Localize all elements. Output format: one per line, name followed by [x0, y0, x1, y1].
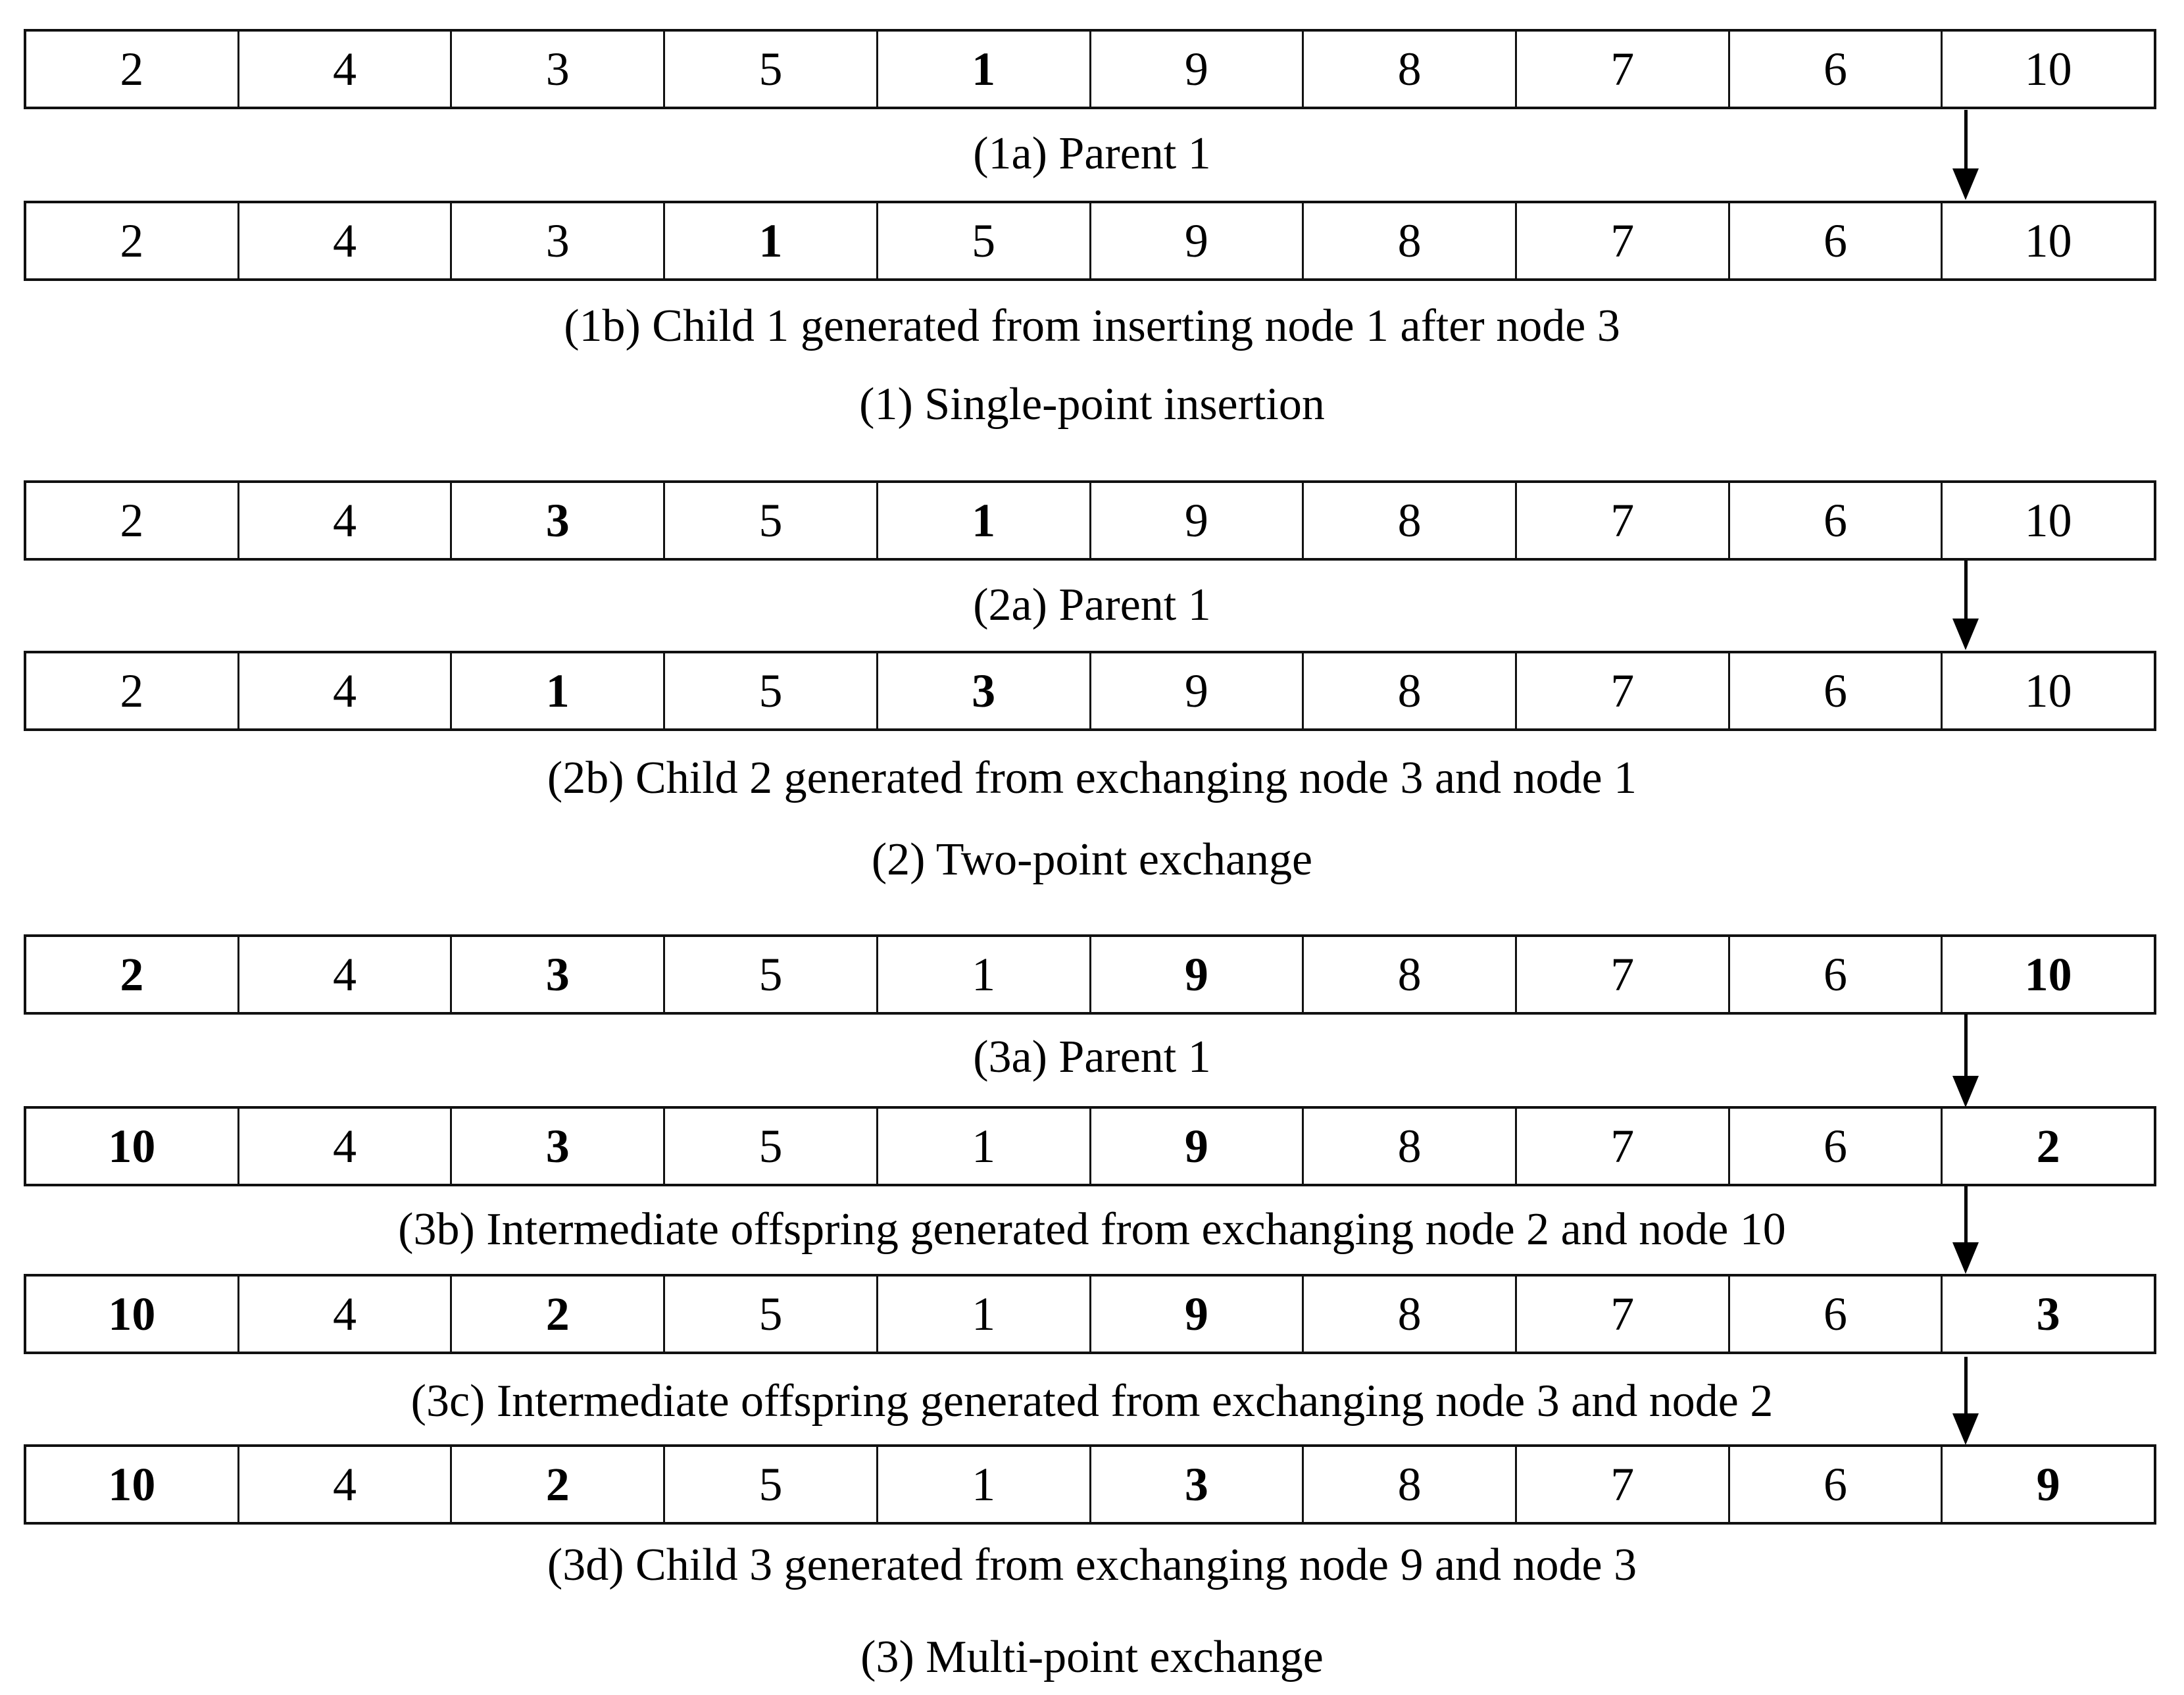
sequence-cell-highlighted: 1: [450, 653, 663, 728]
sequence-cell: 5: [663, 1447, 876, 1522]
sequence-cell-highlighted: 3: [1089, 1447, 1303, 1522]
caption-1b: (1b) Child 1 generated from inserting node 1 after node 3: [564, 301, 1620, 351]
sequence-cell: 4: [237, 1277, 451, 1352]
sequence-cell-highlighted: 1: [876, 32, 1089, 107]
sequence-cell: 4: [237, 483, 451, 558]
sequence-cell-highlighted: 3: [450, 483, 663, 558]
sequence-cell: 9: [1089, 653, 1303, 728]
sequence-cell: 6: [1728, 1447, 1941, 1522]
sequence-cell: 7: [1515, 203, 1728, 278]
caption-2b: (2b) Child 2 generated from exchanging node 3 and node 1: [547, 753, 1637, 803]
sequence-cell: 8: [1302, 203, 1515, 278]
sequence-cell: 7: [1515, 937, 1728, 1012]
sequence-cell-highlighted: 3: [450, 937, 663, 1012]
sequence-cell: 6: [1728, 483, 1941, 558]
sequence-cell: 5: [663, 32, 876, 107]
section-title-3: (3) Multi-point exchange: [860, 1632, 1324, 1682]
sequence-cell-highlighted: 3: [450, 1109, 663, 1184]
down-arrow-icon: [1952, 561, 1979, 650]
sequence-cell: 5: [663, 483, 876, 558]
caption-3d: (3d) Child 3 generated from exchanging node 9 and node 3: [547, 1540, 1637, 1590]
sequence-row-1b: [24, 201, 2156, 281]
sequence-cell-highlighted: 9: [1089, 1277, 1303, 1352]
sequence-cell: 7: [1515, 483, 1728, 558]
sequence-cell: 5: [663, 1109, 876, 1184]
down-arrow-icon: [1952, 1357, 1979, 1445]
sequence-cell: 5: [663, 1277, 876, 1352]
sequence-cell: 10: [1941, 203, 2154, 278]
sequence-cell-highlighted: 1: [876, 483, 1089, 558]
sequence-cell: 6: [1728, 1109, 1941, 1184]
section-title-1: (1) Single-point insertion: [859, 379, 1325, 430]
sequence-cell: 8: [1302, 483, 1515, 558]
sequence-cell: 6: [1728, 32, 1941, 107]
sequence-cell: 4: [237, 653, 451, 728]
sequence-cell: 1: [876, 1109, 1089, 1184]
sequence-cell: 10: [1941, 483, 2154, 558]
sequence-cell: 8: [1302, 32, 1515, 107]
sequence-cell: 4: [237, 1447, 451, 1522]
sequence-cell-highlighted: 9: [1089, 1109, 1303, 1184]
caption-3a: (3a) Parent 1: [973, 1032, 1211, 1082]
section-title-2: (2) Two-point exchange: [871, 834, 1313, 885]
sequence-cell: 5: [663, 653, 876, 728]
caption-1a: (1a) Parent 1: [973, 128, 1211, 179]
sequence-cell: 4: [237, 32, 451, 107]
sequence-cell: 8: [1302, 937, 1515, 1012]
sequence-cell-highlighted: 1: [663, 203, 876, 278]
sequence-row-3c: [24, 1274, 2156, 1354]
down-arrow-icon: [1952, 1014, 1979, 1107]
sequence-cell: 4: [237, 203, 451, 278]
sequence-cell: 7: [1515, 1277, 1728, 1352]
caption-3c: (3c) Intermediate offspring generated from exchanging node 3 and node 2: [410, 1376, 1774, 1427]
caption-2a: (2a) Parent 1: [973, 580, 1211, 630]
sequence-row-3b: [24, 1106, 2156, 1186]
sequence-cell: 8: [1302, 1277, 1515, 1352]
sequence-cell: 10: [1941, 653, 2154, 728]
sequence-cell: 9: [1089, 203, 1303, 278]
sequence-cell: 9: [1089, 483, 1303, 558]
sequence-cell: 6: [1728, 653, 1941, 728]
sequence-row-1a: [24, 29, 2156, 109]
sequence-cell-highlighted: 2: [1941, 1109, 2154, 1184]
down-arrow-icon: [1952, 110, 1979, 200]
sequence-cell-highlighted: 2: [450, 1277, 663, 1352]
sequence-cell-highlighted: 3: [876, 653, 1089, 728]
caption-3b: (3b) Intermediate offspring generated from exchanging node 2 and node 10: [398, 1204, 1786, 1255]
sequence-cell: 2: [120, 493, 144, 547]
sequence-cell-highlighted: 10: [108, 1457, 156, 1511]
sequence-row-2a: [24, 480, 2156, 561]
sequence-cell: 9: [1089, 32, 1303, 107]
sequence-cell-highlighted: 10: [108, 1287, 156, 1340]
sequence-cell: 1: [876, 1447, 1089, 1522]
sequence-cell: 6: [1728, 1277, 1941, 1352]
sequence-cell-highlighted: 3: [1941, 1277, 2154, 1352]
sequence-cell-highlighted: 9: [1941, 1447, 2154, 1522]
sequence-cell: 5: [876, 203, 1089, 278]
sequence-cell-highlighted: 10: [108, 1119, 156, 1173]
sequence-cell: 1: [876, 937, 1089, 1012]
sequence-cell: 4: [237, 1109, 451, 1184]
sequence-cell: 7: [1515, 1109, 1728, 1184]
sequence-cell: 1: [876, 1277, 1089, 1352]
sequence-cell: 6: [1728, 203, 1941, 278]
sequence-cell: 10: [1941, 32, 2154, 107]
sequence-cell: 8: [1302, 1447, 1515, 1522]
sequence-cell: 4: [237, 937, 451, 1012]
sequence-cell: 2: [120, 42, 144, 95]
sequence-cell: 3: [450, 32, 663, 107]
sequence-cell: 6: [1728, 937, 1941, 1012]
sequence-cell: 5: [663, 937, 876, 1012]
sequence-cell: 8: [1302, 653, 1515, 728]
sequence-cell: 7: [1515, 653, 1728, 728]
sequence-cell: 7: [1515, 32, 1728, 107]
sequence-row-3a: [24, 934, 2156, 1015]
down-arrow-icon: [1952, 1186, 1979, 1274]
sequence-cell-highlighted: 2: [450, 1447, 663, 1522]
sequence-cell: 2: [120, 664, 144, 717]
sequence-cell: 8: [1302, 1109, 1515, 1184]
sequence-cell: 3: [450, 203, 663, 278]
sequence-cell-highlighted: 10: [1941, 937, 2154, 1012]
sequence-cell-highlighted: 9: [1089, 937, 1303, 1012]
sequence-cell-highlighted: 2: [120, 948, 144, 1001]
sequence-cell: 2: [120, 214, 144, 267]
sequence-cell: 7: [1515, 1447, 1728, 1522]
sequence-row-2b: [24, 651, 2156, 731]
sequence-row-3d: [24, 1444, 2156, 1525]
